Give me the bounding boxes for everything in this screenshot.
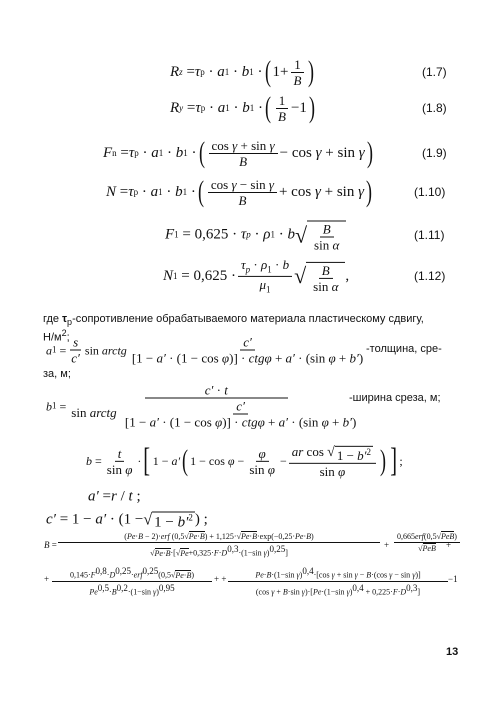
page-number: 13 <box>446 646 459 658</box>
tau-definition: где $\tau_p$-сопротивление обрабатываемого материала пластическому сдвигу, <box>43 313 424 328</box>
tau-unit: $Н/м^2$; <box>43 328 70 344</box>
equation-number: (1.12) <box>414 269 446 283</box>
tau-definition-text: -сопротивление обрабатываемого материала пластическому сдвигу, <box>72 313 424 325</box>
equation-number: (1.9) <box>422 146 447 160</box>
equation-B-line1: B = (Pe·B − 2)·erf (0,5√Pe·B) + 1,125·√Pe·B·exp(−0,25·Pe·B) $√Pe\cdot B\cdot[√Pe+0,325\cdot F\cdot D^{0,3}\cdot(1-\sin$ γ)$^{0,25}$] + 0,665erf(0,5√PeB) √PeB + <box>44 532 454 562</box>
thickness-continuation: за, м; <box>43 368 71 380</box>
equation-number: (1.7) <box>422 65 447 79</box>
tau-unit-text: Н/м <box>43 331 62 344</box>
document-page: R z = τ p · a 1 · b 1 · ( 1+ $\frac{1}{B}$ ) (1.7) R y = τ p · a 1 · b 1 · ( $\frac{1}{B}$ −1 ) (1.8) F n = τ p · a 1 · b 1 · ( $\frac{\text{cos γ + sin γ}}{B}$ − cos γ + sin γ ) (1.9) N = τ p · a 1 · b 1 · ( $\frac{\text{cos γ − sin γ}}{B}$ + cos γ + sin γ ) (1.10) F 1 = 0,625 · τ p · ρ 1 · b √ $\frac{B}{\text{sin α}}$ (1.11) N 1 = 0,625 · $\frac{\tau_p \cdot \rho_1 \cdot b}{\mu_1}$ √ $\frac{B}{\text{sin α}}$ , (1.12) где $\tau_p$-сопротивление обрабатываемого материала пластическому сдвигу, $Н/м^2$; a 1 = $\frac{s}{c'}$ sin arctg $\frac{c'}{\text{[1 − a′ · (1 − cos φ)] · ctgφ + a′ · (sin φ + b′)}}$ -толщина, сре- за, м; b 1 = c′ · t sin arctg $\frac{c'}{\text{[1 − a′ · (1 − cos φ)] · ctgφ + a′ · (sin φ + b′)}}$ -ширина среза, м; b = $\frac{t}{\text{sin φ}}$ · [ 1 − a′ ( 1 − cos φ − $\frac{\varphi}{\text{sin φ}}$ − ar cos √ $1 - b'^2$ sin φ ) ] ; a′ = r / t ; c′ = 1 − a′ · (1 − √ $1 - b'^2$ ) ; B = (Pe·B − 2)·erf (0,5√Pe·B) + 1,125·√Pe·B·exp(−0,25·Pe·B) $√Pe\cdot B\cdot[√Pe+0,325\cdot F\cdot D^{0,3}\cdot(1-\sin$ γ)$^{0,25}$] + 0,665erf(0,5√PeB) √PeB + + $0,145\cdot F^{0,8}\cdot D^{0,25}\cdot erf^{0,25}(0,5√Pe\cdot B)$ $Pe^{0,5}\cdot B^{0,2}\cdot(1-\sin$ γ)$^{0,95}$ + + Pe·B·(1−sin γ)$^{0,4}$·[cos γ + sin γ − B·(cos γ − sin γ)] (cos γ + B·sin γ)·[Pe·(1−sin $\gamma)^{0,4} + 0,225\cdot F\cdot D^{0,3}$] −1 13 <box>0 0 500 709</box>
where-word: где <box>43 313 60 325</box>
equation-number: (1.10) <box>414 185 446 199</box>
equation-number: (1.8) <box>422 101 447 115</box>
width-label: -ширина среза, м; <box>349 392 441 404</box>
thickness-label: -толщина, сре- <box>366 343 442 355</box>
equation-B-line2: + $0,145\cdot F^{0,8}\cdot D^{0,25}\cdot erf^{0,25}(0,5√Pe\cdot B)$ $Pe^{0,5}\cdot B^{0,2}\cdot(1-\sin$ γ)$^{0,95}$ + + Pe·B·(1−sin γ)$^{0,4}$·[cos γ + sin γ − B·(cos γ − sin γ)] (cos γ + B·sin γ)·[Pe·(1−sin $\gamma)^{0,4} + 0,225\cdot F\cdot D^{0,3}$] −1 <box>44 566 458 597</box>
equation-number: (1.11) <box>414 228 445 242</box>
